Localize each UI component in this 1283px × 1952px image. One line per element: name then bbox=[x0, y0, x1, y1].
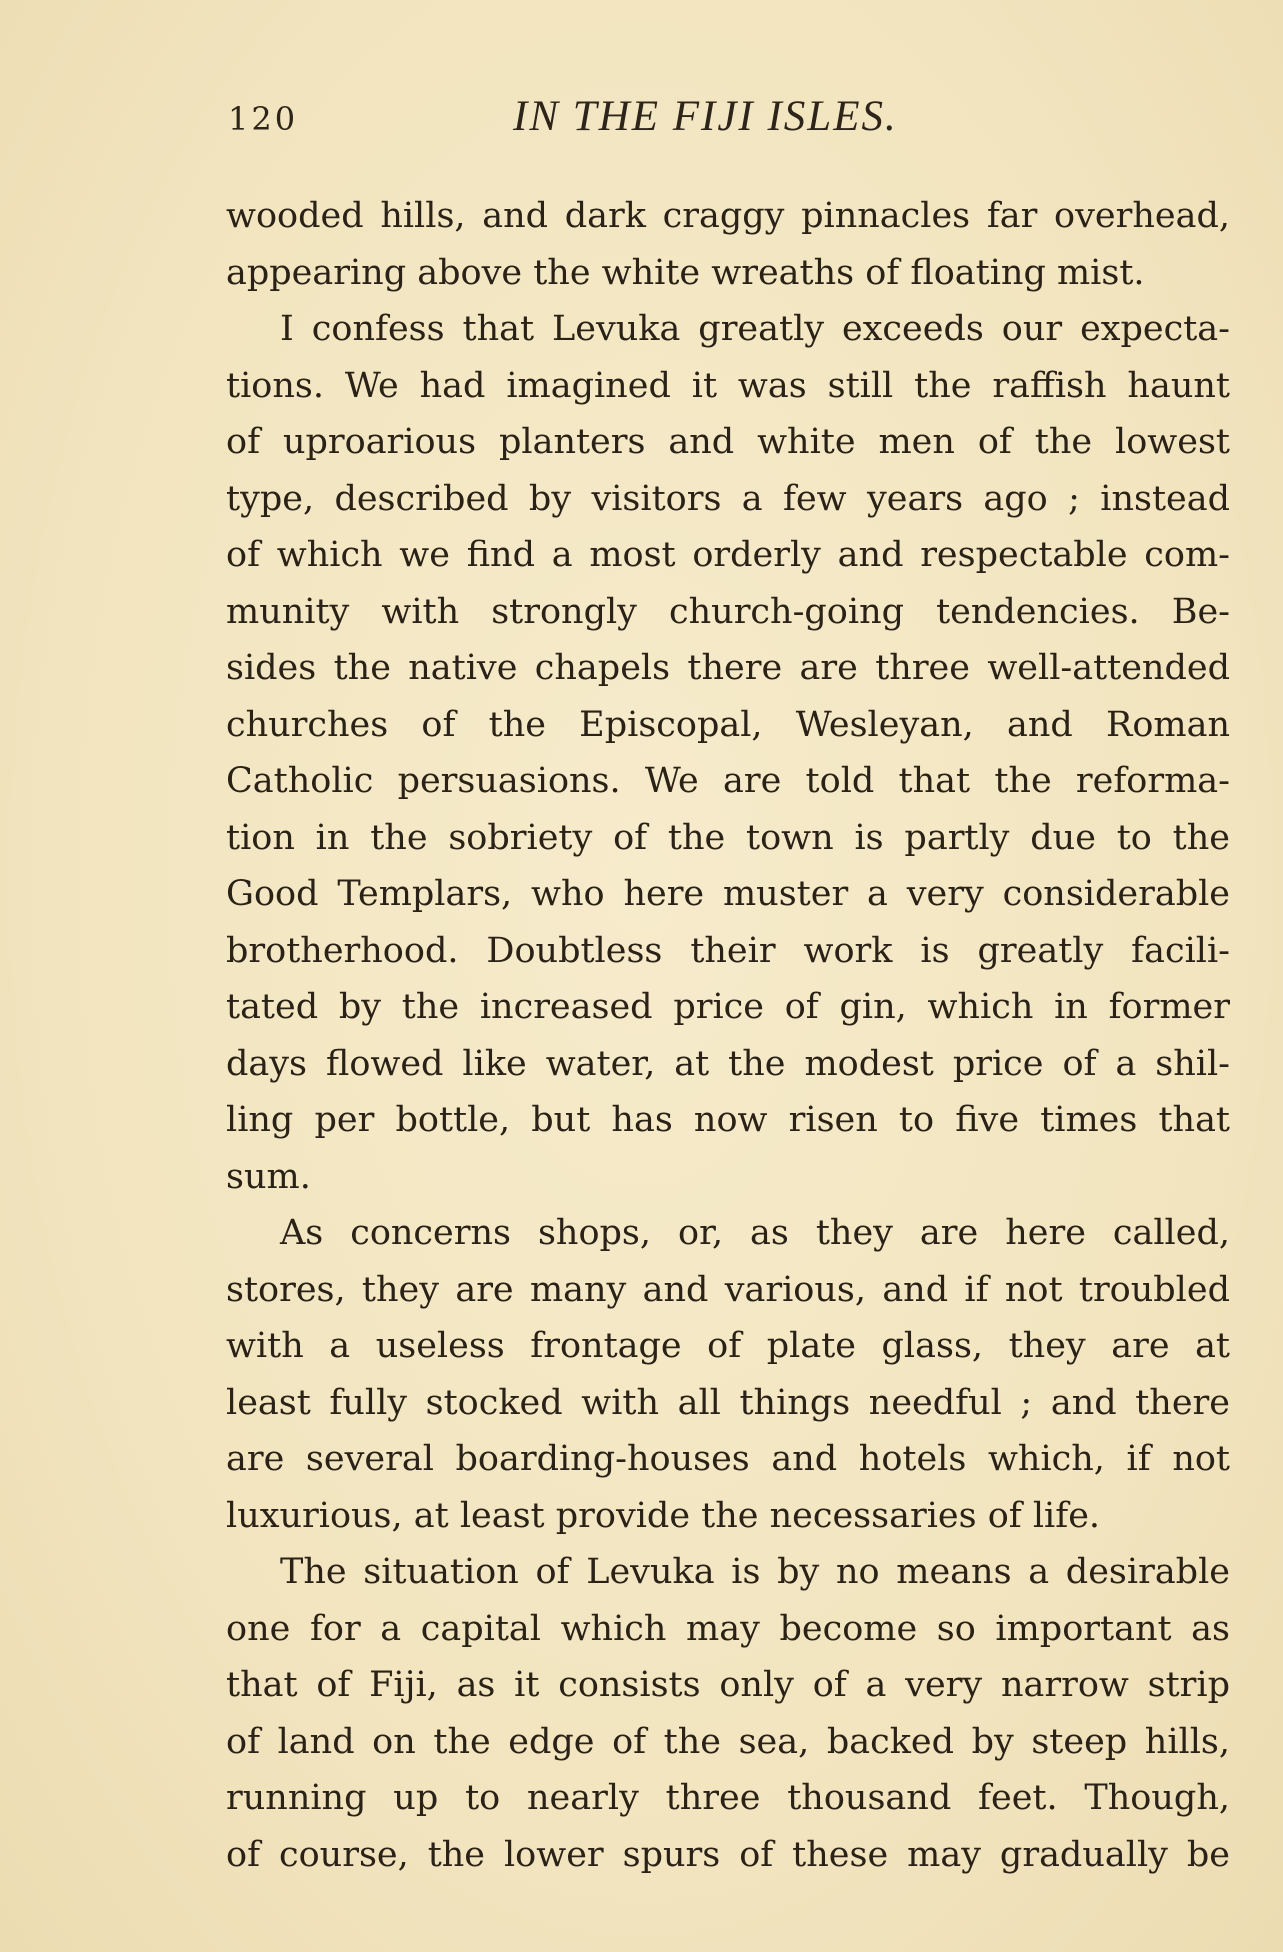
text-line: appearing above the white wreaths of floating mist. bbox=[226, 252, 1145, 293]
body-text bbox=[226, 188, 1230, 1883]
text-line: tated by the increased price of gin, which in former bbox=[226, 987, 1230, 1027]
text-line: ling per bottle, but has now risen to five times that bbox=[226, 1100, 1230, 1140]
text-line: with a useless frontage of plate glass, they are at bbox=[226, 1326, 1230, 1366]
text-line: tions. We had imagined it was still the raffish haunt bbox=[226, 365, 1230, 406]
page-number: 120 bbox=[228, 100, 299, 138]
text-line: of course, the lower spurs of these may gradually be bbox=[226, 1834, 1230, 1875]
running-title: IN THE FIJI ISLES. bbox=[513, 93, 898, 140]
text-line: The situation of Levuka is by no means a desirable bbox=[280, 1552, 1230, 1592]
text-line: running up to nearly three thousand feet. Though, bbox=[226, 1778, 1230, 1818]
text-line: least fully stocked with all things needful ; and there bbox=[226, 1382, 1230, 1423]
text-line: of land on the edge of the sea, backed by steep hills, bbox=[226, 1721, 1230, 1762]
text-line: As concerns shops, or, as they are here called, bbox=[280, 1213, 1230, 1253]
text-line: days flowed like water, at the modest price of a shil- bbox=[226, 1043, 1230, 1084]
text-line: are several boarding-houses and hotels which, if not bbox=[226, 1439, 1230, 1479]
text-line: stores, they are many and various, and if not troubled bbox=[226, 1269, 1230, 1310]
text-line: I confess that Levuka greatly exceeds our expecta- bbox=[280, 309, 1230, 349]
text-line: churches of the Episcopal, Wesleyan, and Roman bbox=[226, 704, 1230, 745]
text-line: sum. bbox=[226, 1156, 311, 1197]
text-line: sides the native chapels there are three well-attended bbox=[226, 648, 1230, 688]
text-line: luxurious, at least provide the necessaries of life. bbox=[226, 1495, 1101, 1536]
text-line: one for a capital which may become so important as bbox=[226, 1608, 1230, 1649]
text-line: type, described by visitors a few years ago ; instead bbox=[226, 478, 1230, 519]
text-line: that of Fiji, as it consists only of a very narrow strip bbox=[226, 1665, 1230, 1705]
text-line: Catholic persuasions. We are told that the reforma- bbox=[226, 761, 1230, 801]
text-line: of uproarious planters and white men of the lowest bbox=[226, 422, 1230, 462]
page-header bbox=[0, 92, 1283, 152]
text-line: tion in the sobriety of the town is partly due to the bbox=[226, 817, 1230, 858]
text-line: of which we find a most orderly and respectable com- bbox=[226, 535, 1230, 575]
text-line: munity with strongly church-going tendencies. Be- bbox=[226, 591, 1230, 632]
text-line: wooded hills, and dark craggy pinnacles far overhead, bbox=[226, 196, 1230, 236]
text-line: Good Templars, who here muster a very considerable bbox=[226, 874, 1230, 914]
text-line: brotherhood. Doubtless their work is greatly facili- bbox=[226, 930, 1230, 971]
